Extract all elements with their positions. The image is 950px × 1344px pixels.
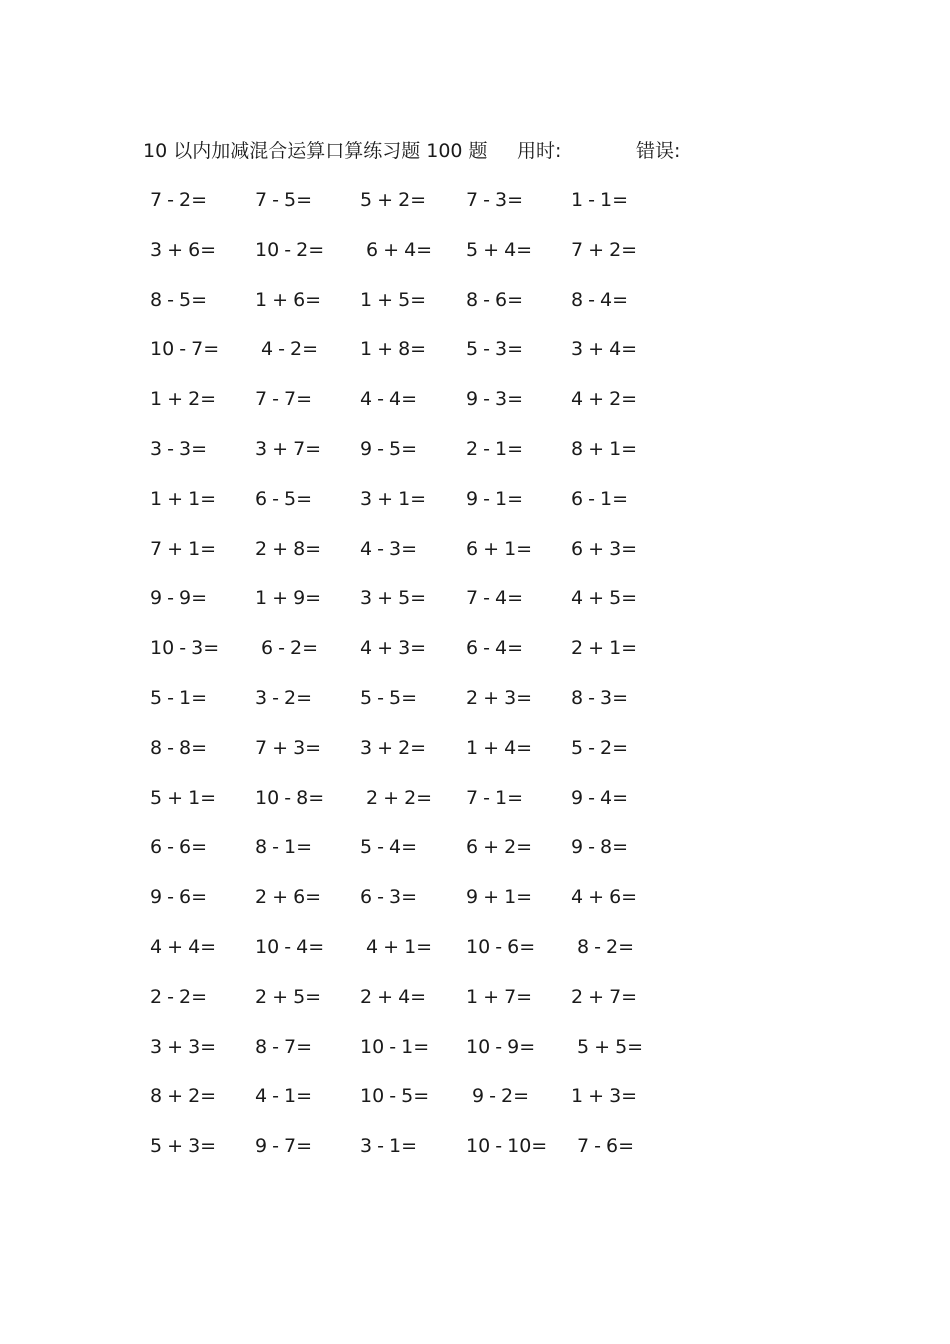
math-problem: 4 + 3= (360, 637, 427, 660)
math-problem: 7 - 6= (577, 1135, 635, 1158)
math-problem: 1 - 1= (571, 189, 629, 211)
math-problem: 9 + 1= (466, 886, 533, 909)
math-problem: 8 - 5= (150, 288, 208, 311)
math-problem: 1 + 4= (466, 736, 533, 759)
math-problem: 5 - 2= (571, 736, 629, 759)
math-problem: 5 - 5= (360, 686, 418, 709)
time-label: 用时: (517, 140, 562, 162)
math-problem: 10 - 6= (466, 935, 536, 958)
math-problem: 2 - 2= (150, 985, 208, 1008)
math-problem: 1 + 2= (150, 388, 217, 411)
math-problem: 2 + 4= (360, 985, 427, 1008)
math-problem: 1 + 8= (360, 338, 427, 361)
math-problem: 5 - 1= (150, 686, 208, 709)
math-problem: 9 - 9= (150, 587, 208, 610)
math-problem: 10 - 9= (466, 1035, 536, 1058)
problem-row (150, 932, 690, 982)
problem-row (150, 484, 690, 534)
math-problem: 9 - 7= (255, 1135, 313, 1158)
math-problem: 3 + 5= (360, 587, 427, 610)
math-problem: 8 - 2= (577, 935, 635, 958)
math-problem: 7 + 3= (255, 736, 322, 759)
math-problem: 9 - 8= (571, 836, 629, 859)
math-problem: 2 - 1= (466, 437, 524, 460)
math-problem: 6 - 6= (150, 836, 208, 859)
problem-row (150, 683, 690, 733)
problem-row (150, 832, 690, 882)
math-problem: 8 - 8= (150, 736, 208, 759)
problem-row (150, 235, 690, 285)
math-problem: 8 + 2= (150, 1085, 217, 1108)
math-problem: 10 - 1= (360, 1035, 430, 1058)
math-problem: 10 - 5= (360, 1085, 430, 1108)
math-problem: 8 - 7= (255, 1035, 313, 1058)
math-problem: 4 - 3= (360, 537, 418, 560)
math-problem: 4 + 6= (571, 886, 638, 909)
math-problem: 3 + 7= (255, 437, 322, 460)
error-label: 错误: (636, 140, 681, 162)
math-problem: 2 + 8= (255, 537, 322, 560)
problem-row (150, 1131, 690, 1181)
math-problem: 5 + 5= (577, 1035, 644, 1058)
math-problem: 9 - 5= (360, 437, 418, 460)
math-problem: 7 - 5= (255, 189, 313, 211)
math-problem: 7 + 2= (571, 238, 638, 261)
math-problem: 7 - 4= (466, 587, 524, 610)
math-problem: 6 + 2= (466, 836, 533, 859)
math-problem: 2 + 1= (571, 637, 638, 660)
math-problem: 2 + 5= (255, 985, 322, 1008)
math-problem: 2 + 2= (366, 786, 433, 809)
math-problem: 3 + 2= (360, 736, 427, 759)
math-problem: 4 - 1= (255, 1085, 313, 1108)
problem-row (150, 783, 690, 833)
math-problem: 6 - 4= (466, 637, 524, 660)
math-problem: 7 + 1= (150, 537, 217, 560)
math-problem: 8 - 1= (255, 836, 313, 859)
math-problem: 4 + 1= (366, 935, 433, 958)
math-problem: 10 - 2= (255, 238, 325, 261)
math-problem: 5 - 3= (466, 338, 524, 361)
problem-row (150, 534, 690, 584)
math-problem: 6 - 5= (255, 487, 313, 510)
math-problem: 3 - 3= (150, 437, 208, 460)
problem-row (150, 733, 690, 783)
math-problem: 1 + 9= (255, 587, 322, 610)
math-problem: 5 + 3= (150, 1135, 217, 1158)
math-problem: 10 - 3= (150, 637, 220, 660)
math-problem: 4 - 2= (261, 338, 319, 361)
math-problem: 8 - 3= (571, 686, 629, 709)
math-problem: 8 - 6= (466, 288, 524, 311)
math-problem: 7 - 1= (466, 786, 524, 809)
math-problem: 10 - 4= (255, 935, 325, 958)
math-problem: 3 + 1= (360, 487, 427, 510)
math-problem: 8 + 1= (571, 437, 638, 460)
math-problem: 1 + 3= (571, 1085, 638, 1108)
math-problem: 2 + 3= (466, 686, 533, 709)
math-problem: 1 + 5= (360, 288, 427, 311)
math-problem: 1 + 6= (255, 288, 322, 311)
math-problem: 6 + 3= (571, 537, 638, 560)
problem-row (150, 334, 690, 384)
math-problem: 7 - 7= (255, 388, 313, 411)
math-problem: 7 - 2= (150, 189, 208, 211)
math-problem: 9 - 6= (150, 886, 208, 909)
math-problem: 6 - 2= (261, 637, 319, 660)
math-problem: 8 - 4= (571, 288, 629, 311)
math-problem: 6 - 1= (571, 487, 629, 510)
math-problem: 6 - 3= (360, 886, 418, 909)
problem-row (150, 185, 690, 235)
problem-row (150, 982, 690, 1032)
math-problem: 5 + 2= (360, 189, 427, 211)
math-problem: 10 - 7= (150, 338, 220, 361)
math-problem: 5 + 4= (466, 238, 533, 261)
math-problem: 2 + 6= (255, 886, 322, 909)
math-problem: 1 + 1= (150, 487, 217, 510)
math-problem: 3 + 3= (150, 1035, 217, 1058)
math-problem: 9 - 4= (571, 786, 629, 809)
problem-grid (150, 185, 690, 1181)
math-problem: 6 + 4= (366, 238, 433, 261)
math-problem: 4 + 5= (571, 587, 638, 610)
math-problem: 3 + 6= (150, 238, 217, 261)
problem-row (150, 633, 690, 683)
problem-row (150, 583, 690, 633)
math-problem: 1 + 7= (466, 985, 533, 1008)
math-problem: 10 - 8= (255, 786, 325, 809)
math-problem: 4 - 4= (360, 388, 418, 411)
problem-row (150, 882, 690, 932)
math-problem: 4 + 2= (571, 388, 638, 411)
worksheet-title: 10 以内加减混合运算口算练习题 100 题 (143, 140, 488, 162)
math-problem: 9 - 3= (466, 388, 524, 411)
math-problem: 9 - 2= (472, 1085, 530, 1108)
math-problem: 2 + 7= (571, 985, 638, 1008)
math-problem: 6 + 1= (466, 537, 533, 560)
problem-row (150, 285, 690, 335)
math-problem: 10 - 10= (466, 1135, 548, 1158)
problem-row (150, 384, 690, 434)
math-problem: 5 + 1= (150, 786, 217, 809)
math-problem: 3 - 1= (360, 1135, 418, 1158)
problem-row (150, 434, 690, 484)
math-problem: 3 - 2= (255, 686, 313, 709)
math-problem: 5 - 4= (360, 836, 418, 859)
problem-row (150, 1032, 690, 1082)
math-problem: 7 - 3= (466, 189, 524, 211)
math-problem: 4 + 4= (150, 935, 217, 958)
problem-row (150, 1081, 690, 1131)
math-problem: 9 - 1= (466, 487, 524, 510)
math-problem: 3 + 4= (571, 338, 638, 361)
